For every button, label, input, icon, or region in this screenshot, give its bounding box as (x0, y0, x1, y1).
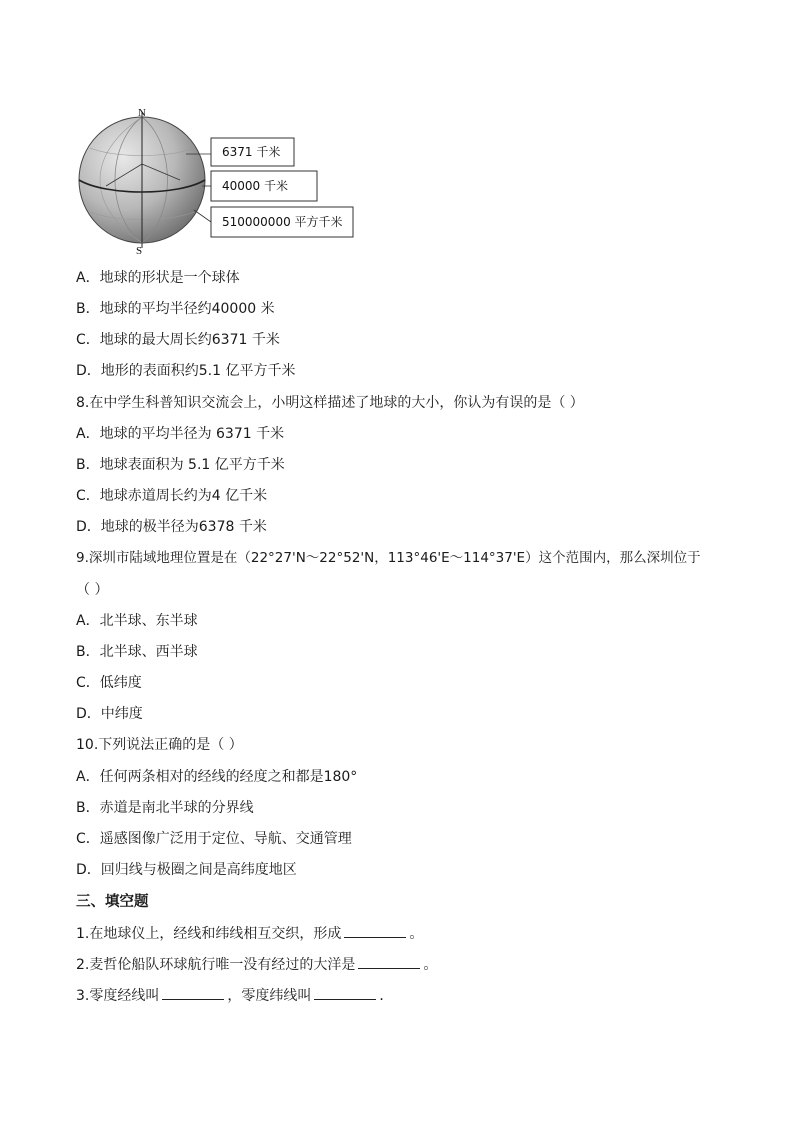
fill-q2-text: 2.麦哲伦船队环球航行唯一没有经过的大洋是 (76, 957, 356, 973)
q7-option-b: B．地球的平均半径约40000 米 (76, 301, 275, 317)
q8-stem: 8.在中学生科普知识交流会上，小明这样描述了地球的大小，你认为有误的是（ ） (76, 395, 584, 411)
fill-q1-blank[interactable] (344, 923, 406, 938)
south-label: S (136, 245, 143, 256)
q8-option-a: A．地球的平均半径为 6371 千米 (76, 426, 285, 442)
fill-question-1 (76, 923, 423, 944)
fill-q3-text: 3.零度经线叫 (76, 988, 160, 1004)
fill-q3-middle: ，零度纬线叫 (227, 988, 312, 1004)
label-circumference: 40000 千米 (222, 179, 288, 193)
q9-option-d: D．中纬度 (76, 706, 143, 722)
q10-option-b: B．赤道是南北半球的分界线 (76, 800, 254, 816)
fill-q3-end: ． (379, 988, 394, 1004)
fill-q1-end: 。 (409, 926, 424, 942)
q8-option-d: D．地球的极半径为6378 千米 (76, 519, 267, 535)
fill-question-2 (76, 954, 437, 975)
fill-question-3 (76, 985, 393, 1006)
q7-option-d: D．地形的表面积约5.1 亿平方千米 (76, 363, 296, 379)
leader-line (194, 210, 211, 222)
label-radius: 6371 千米 (222, 145, 281, 159)
q9-option-b: B．北半球、西半球 (76, 644, 198, 660)
q10-option-a: A．任何两条相对的经线的经度之和都是180° (76, 769, 358, 785)
q7-option-c: C．地球的最大周长约6371 千米 (76, 332, 280, 348)
q8-option-b: B．地球表面积为 5.1 亿平方千米 (76, 457, 285, 473)
label-area: 510000000 平方千米 (222, 215, 343, 229)
section-title-fill-in: 三、填空题 (76, 894, 149, 910)
q9-stem-line1: 9.深圳市陆域地理位置是在（22°27'N～22°52'N，113°46'E～114°37'E）这个范围内，那么深圳位于 (76, 550, 701, 566)
fill-q3-blank-1[interactable] (162, 985, 224, 1000)
q9-stem-line2: （ ） (76, 582, 109, 598)
q10-option-d: D．回归线与极圈之间是高纬度地区 (76, 862, 297, 878)
q10-stem: 10.下列说法正确的是（ ） (76, 737, 243, 753)
globe-figure (76, 104, 366, 256)
fill-q3-blank-2[interactable] (314, 985, 376, 1000)
q7-option-a: A．地球的形状是一个球体 (76, 270, 240, 286)
q9-option-c: C．低纬度 (76, 675, 142, 691)
fill-q2-end: 。 (423, 957, 438, 973)
fill-q1-text: 1.在地球仪上，经线和纬线相互交织，形成 (76, 926, 342, 942)
q10-option-c: C．遥感图像广泛用于定位、导航、交通管理 (76, 831, 352, 847)
q8-option-c: C．地球赤道周长约为4 亿千米 (76, 488, 268, 504)
north-label: N (138, 107, 146, 119)
q9-option-a: A．北半球、东半球 (76, 613, 198, 629)
fill-q2-blank[interactable] (358, 954, 420, 969)
